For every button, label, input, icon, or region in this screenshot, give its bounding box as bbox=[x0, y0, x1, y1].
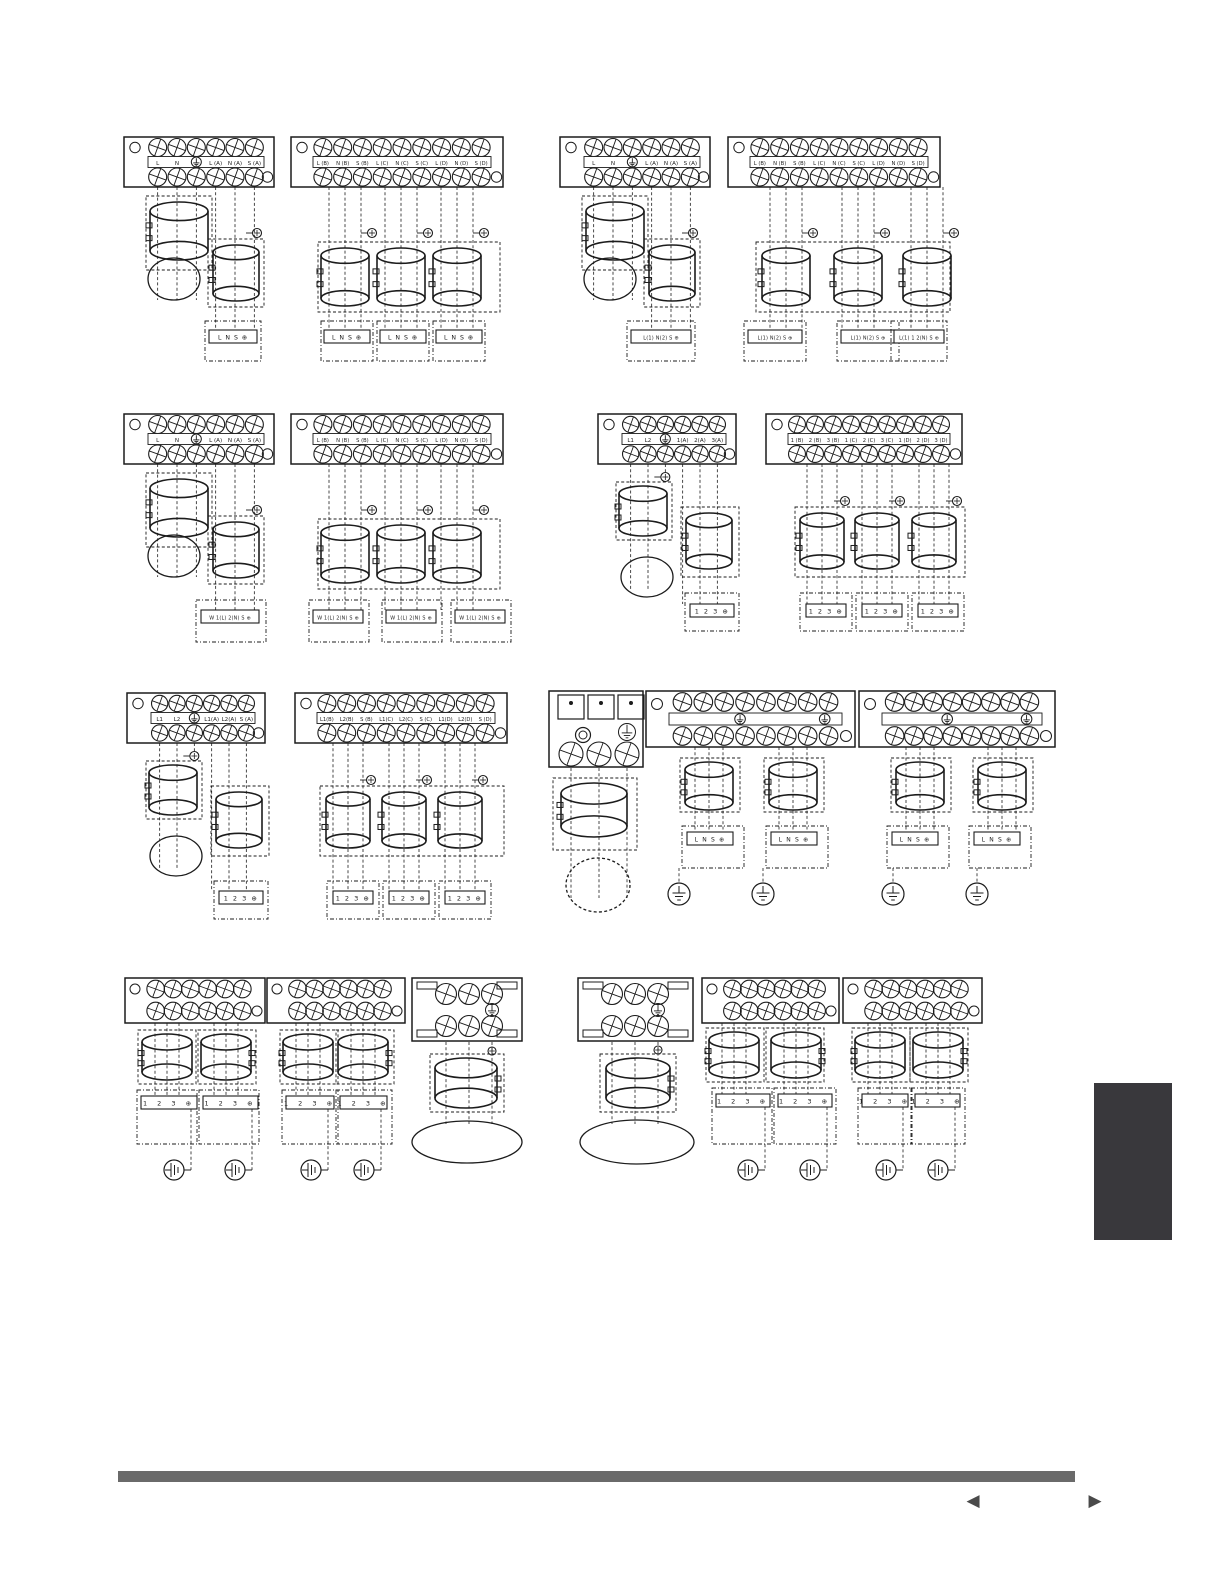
power-supply-ellipse bbox=[148, 535, 200, 577]
terminal-tag-label: L N S ⊕ bbox=[331, 334, 363, 342]
terminal-tag-label: W 1(L) 2(N) S ⊕ bbox=[209, 615, 251, 622]
terminal-tag bbox=[716, 1094, 770, 1107]
terminal-label: L (A) bbox=[209, 437, 223, 444]
terminal-block bbox=[127, 693, 265, 743]
ground-screw-icon bbox=[473, 506, 489, 515]
ground-screw-icon bbox=[654, 473, 670, 482]
terminal-tag bbox=[386, 610, 436, 623]
terminal-label: L (A) bbox=[209, 160, 223, 167]
ferrite-core bbox=[645, 245, 695, 301]
terminal-label: 1(A) bbox=[676, 437, 689, 444]
power-supply-ellipse bbox=[412, 1121, 522, 1163]
terminal-label-strip bbox=[148, 157, 264, 168]
ground-screw-icon bbox=[360, 776, 376, 785]
terminal-label: 2 (C) bbox=[862, 437, 876, 444]
ferrite-core bbox=[705, 1032, 759, 1078]
terminal-block bbox=[291, 414, 503, 464]
terminal-label: L bbox=[156, 160, 160, 167]
terminal-tag bbox=[436, 330, 482, 343]
terminal-label: L1(D) bbox=[438, 716, 453, 723]
terminal-tag bbox=[141, 1096, 197, 1109]
terminal-label: S (D) bbox=[911, 160, 925, 167]
earth-ground-icon bbox=[225, 1160, 252, 1180]
terminal-label-strip bbox=[584, 157, 700, 168]
terminal-tag-label: L N S ⊕ bbox=[443, 334, 475, 342]
ferrite-core bbox=[682, 513, 732, 569]
terminal-label: 1 (B) bbox=[790, 437, 804, 444]
terminal-block bbox=[578, 978, 693, 1041]
terminal-label: 3 (B) bbox=[826, 437, 840, 444]
terminal-label: S (D) bbox=[474, 437, 488, 444]
terminal-label: L2(D) bbox=[458, 716, 473, 723]
terminal-label: 2(A) bbox=[694, 437, 706, 444]
terminal-label: 2 (B) bbox=[808, 437, 822, 444]
terminal-tag-label: 1 2 3 ⊕ bbox=[337, 1099, 390, 1108]
terminal-label: S (C) bbox=[852, 160, 866, 167]
ground-screw-icon bbox=[183, 752, 199, 761]
terminal-tag bbox=[862, 604, 902, 617]
terminal-tag bbox=[380, 330, 426, 343]
diagram-row3-right bbox=[549, 691, 1055, 912]
diagram-row2-left bbox=[124, 414, 511, 642]
ground-screw-icon bbox=[246, 229, 262, 238]
terminal-label: L1(C) bbox=[379, 716, 394, 723]
terminal-block bbox=[646, 691, 855, 747]
terminal-tag-label: 1 2 3 ⊕ bbox=[858, 1097, 912, 1106]
ground-screw-icon bbox=[682, 229, 698, 238]
terminal-tag-label: L N S ⊕ bbox=[387, 334, 419, 342]
terminal-tag-label: 1 2 3 ⊕ bbox=[911, 1097, 964, 1106]
terminal-label-strip bbox=[151, 713, 255, 724]
terminal-label-strip bbox=[622, 434, 726, 445]
terminal-label: N (D) bbox=[891, 160, 906, 167]
terminal-tag bbox=[974, 832, 1020, 845]
ferrite-core bbox=[913, 1032, 967, 1078]
terminal-label: L (B) bbox=[316, 437, 329, 444]
terminal-tag bbox=[203, 1096, 258, 1109]
terminal-label: L (D) bbox=[435, 437, 448, 444]
terminal-tag-label: 1 2 3 ⊕ bbox=[716, 1097, 770, 1106]
earth-ground-icon bbox=[928, 1160, 955, 1180]
power-supply-ellipse bbox=[566, 858, 630, 912]
terminal-label: L (B) bbox=[753, 160, 766, 167]
terminal-label: L2 bbox=[173, 716, 181, 723]
terminal-tag-label: 1 2 3 ⊕ bbox=[920, 607, 956, 616]
earth-ground-icon bbox=[164, 1160, 191, 1180]
ferrite-core bbox=[851, 1032, 905, 1078]
terminal-label-strip bbox=[313, 157, 491, 168]
terminal-label: 3 (C) bbox=[880, 437, 894, 444]
power-supply-ellipse bbox=[621, 557, 673, 597]
ground-screw-icon bbox=[943, 229, 959, 238]
terminal-label: L (C) bbox=[376, 437, 389, 444]
ground-screw-icon bbox=[417, 229, 433, 238]
ferrite-core bbox=[209, 522, 259, 578]
terminal-label: N bbox=[174, 437, 180, 444]
terminal-tag bbox=[918, 604, 958, 617]
ground-screw-icon bbox=[472, 776, 488, 785]
terminal-label: L (A) bbox=[645, 160, 659, 167]
terminal-label: N (B) bbox=[773, 160, 787, 167]
ground-screw-icon bbox=[802, 229, 818, 238]
next-page-button[interactable] bbox=[1080, 1488, 1110, 1514]
terminal-label: S (B) bbox=[356, 160, 369, 167]
terminal-label: S (C) bbox=[415, 437, 429, 444]
terminal-label: N (B) bbox=[336, 437, 350, 444]
terminal-tag bbox=[771, 832, 817, 845]
terminal-label: L1 bbox=[627, 437, 635, 444]
terminal-label: L (B) bbox=[316, 160, 329, 167]
terminal-label: S (B) bbox=[793, 160, 806, 167]
ferrite-core bbox=[138, 1034, 192, 1080]
terminal-label: N (B) bbox=[336, 160, 350, 167]
terminal-label-strip bbox=[148, 434, 264, 445]
ground-screw-icon bbox=[473, 229, 489, 238]
ground-screw-icon bbox=[416, 776, 432, 785]
terminal-label: L1(A) bbox=[204, 716, 220, 723]
terminal-tag-label: L N S ⊕ bbox=[899, 836, 931, 844]
terminal-tag bbox=[841, 330, 895, 343]
terminal-tag-label: 1 2 3 ⊕ bbox=[204, 1099, 257, 1108]
earth-ground-icon bbox=[876, 1160, 903, 1180]
diagram-row1-right bbox=[560, 137, 959, 361]
terminal-tag-label: L N S ⊕ bbox=[778, 836, 810, 844]
terminal-tag bbox=[894, 330, 944, 343]
ferrite-core bbox=[681, 762, 733, 810]
terminal-tag bbox=[313, 610, 363, 623]
terminal-label: S (C) bbox=[415, 160, 429, 167]
terminal-tag-label: L(1) N(2) S ⊕ bbox=[757, 335, 793, 342]
terminal-label: N (C) bbox=[395, 437, 409, 444]
terminal-block bbox=[291, 137, 503, 187]
power-supply-ellipse bbox=[150, 836, 202, 876]
terminal-tag bbox=[389, 891, 429, 904]
ground-screw-icon bbox=[361, 229, 377, 238]
terminal-label: S (D) bbox=[474, 160, 488, 167]
terminal-tag bbox=[455, 610, 505, 623]
diagram-row2-right bbox=[598, 414, 965, 631]
ferrite-core bbox=[557, 783, 627, 837]
ground-screw-icon bbox=[889, 497, 905, 506]
terminal-tag-label: 1 2 3 ⊕ bbox=[778, 1097, 832, 1106]
terminal-tag-label: 1 2 3 ⊕ bbox=[283, 1099, 337, 1108]
terminal-tag-label: 1 2 3 ⊕ bbox=[864, 607, 900, 616]
terminal-tag bbox=[333, 891, 373, 904]
diagram-row4-right bbox=[578, 978, 982, 1180]
terminal-label: N (C) bbox=[395, 160, 409, 167]
earth-ground-icon bbox=[882, 883, 904, 905]
terminal-tag-label: 1 2 3 ⊕ bbox=[447, 894, 483, 903]
terminal-tag bbox=[284, 1096, 336, 1109]
footer-divider-bar bbox=[118, 1471, 1075, 1482]
terminal-label: N (D) bbox=[454, 437, 469, 444]
power-supply-ellipse bbox=[580, 1120, 694, 1164]
diagram-row3-left bbox=[127, 693, 507, 919]
earth-ground-icon bbox=[668, 883, 690, 905]
earth-ground-icon bbox=[966, 883, 988, 905]
ferrite-core bbox=[338, 1034, 392, 1080]
ferrite-core bbox=[615, 486, 667, 536]
terminal-tag bbox=[911, 1094, 963, 1107]
terminal-tag-label: L(1) N(2) S ⊕ bbox=[643, 335, 679, 342]
terminal-label: L (C) bbox=[813, 160, 826, 167]
ferrite-core bbox=[892, 762, 944, 810]
terminal-tag-label: 1 2 3 ⊕ bbox=[808, 607, 844, 616]
terminal-block bbox=[125, 978, 265, 1023]
terminal-tag bbox=[778, 1094, 832, 1107]
terminal-label: S (A) bbox=[247, 160, 262, 167]
terminal-label: N bbox=[174, 160, 180, 167]
chapter-side-tab bbox=[1094, 1083, 1172, 1240]
ferrite-core bbox=[606, 1058, 674, 1108]
terminal-label: 2 (D) bbox=[916, 437, 930, 444]
terminal-tag-label: 1 2 3 ⊕ bbox=[391, 894, 427, 903]
terminal-tag bbox=[219, 891, 263, 904]
terminal-tag-label: L N S ⊕ bbox=[217, 334, 249, 342]
terminal-label: 3 (D) bbox=[934, 437, 948, 444]
terminal-label: L2 bbox=[644, 437, 652, 444]
diagram-row1-left bbox=[124, 137, 503, 361]
terminal-tag bbox=[892, 832, 938, 845]
ferrite-core bbox=[145, 765, 197, 815]
terminal-block bbox=[843, 978, 982, 1023]
terminal-tag-label: 1 2 3 ⊕ bbox=[223, 894, 259, 903]
terminal-tag bbox=[201, 610, 259, 623]
ferrite-core bbox=[765, 762, 817, 810]
terminal-block bbox=[124, 414, 274, 464]
terminal-block bbox=[560, 137, 710, 187]
diagram-row4-left bbox=[125, 978, 522, 1180]
terminal-tag bbox=[445, 891, 485, 904]
ferrite-core bbox=[974, 762, 1026, 810]
terminal-block bbox=[267, 978, 405, 1023]
terminal-label: L2(A) bbox=[221, 716, 237, 723]
terminal-label: N (A) bbox=[227, 160, 243, 167]
terminal-tag-label: L(1) 1 2(N) S ⊕ bbox=[899, 335, 939, 342]
terminal-block bbox=[598, 414, 736, 464]
terminal-block bbox=[295, 693, 507, 743]
terminal-block bbox=[549, 691, 644, 767]
terminal-block bbox=[766, 414, 962, 464]
terminal-label: S (A) bbox=[239, 716, 254, 723]
terminal-tag-label: 1 2 3 ⊕ bbox=[142, 1099, 196, 1108]
terminal-label: L (D) bbox=[872, 160, 885, 167]
earth-ground-icon bbox=[752, 883, 774, 905]
terminal-label: N (C) bbox=[832, 160, 846, 167]
terminal-label: L (D) bbox=[435, 160, 448, 167]
terminal-tag bbox=[631, 330, 691, 343]
ground-screw-icon bbox=[834, 497, 850, 506]
terminal-label: N (D) bbox=[454, 160, 469, 167]
terminal-block bbox=[412, 978, 522, 1041]
earth-ground-icon bbox=[738, 1160, 765, 1180]
ferrite-core bbox=[209, 245, 259, 301]
ferrite-core bbox=[435, 1058, 501, 1108]
terminal-label-strip bbox=[313, 434, 491, 445]
terminal-label: S (A) bbox=[683, 160, 698, 167]
terminal-tag bbox=[690, 604, 734, 617]
terminal-tag bbox=[748, 330, 802, 343]
terminal-label: N (A) bbox=[227, 437, 243, 444]
terminal-tag bbox=[859, 1094, 911, 1107]
ground-screw-icon bbox=[654, 1046, 662, 1054]
terminal-tag-label: 1 2 3 ⊕ bbox=[335, 894, 371, 903]
terminal-tag-label: L N S ⊕ bbox=[981, 836, 1013, 844]
terminal-block bbox=[702, 978, 839, 1023]
terminal-tag bbox=[337, 1096, 389, 1109]
terminal-label: L2(B) bbox=[339, 716, 354, 723]
terminal-label-strip bbox=[788, 434, 950, 445]
ferrite-core bbox=[279, 1034, 333, 1080]
terminal-label: N (A) bbox=[663, 160, 679, 167]
terminal-label-strip bbox=[750, 157, 928, 168]
terminal-block bbox=[124, 137, 274, 187]
terminal-label-strip bbox=[317, 713, 495, 724]
terminal-block bbox=[859, 691, 1055, 747]
next-arrow-icon: ▶ bbox=[1088, 1491, 1102, 1511]
terminal-tag-label: W 1(L) 2(N) S ⊕ bbox=[459, 615, 501, 622]
terminal-label: 3(A) bbox=[711, 437, 724, 444]
power-supply-ellipse bbox=[148, 258, 200, 300]
terminal-label: S (C) bbox=[419, 716, 433, 723]
terminal-block bbox=[728, 137, 940, 187]
ground-screw-icon bbox=[946, 497, 962, 506]
ground-screw-icon bbox=[361, 506, 377, 515]
terminal-tag bbox=[324, 330, 370, 343]
terminal-label: S (D) bbox=[478, 716, 492, 723]
terminal-tag-label: W 1(L) 2(N) S ⊕ bbox=[317, 615, 359, 622]
terminal-tag-label: W 1(L) 2(N) S ⊕ bbox=[390, 615, 432, 622]
terminal-label: L bbox=[592, 160, 596, 167]
terminal-tag-label: 1 2 3 ⊕ bbox=[694, 607, 730, 616]
terminal-tag-label: L(1) N(2) S ⊕ bbox=[850, 335, 886, 342]
terminal-label: L bbox=[156, 437, 160, 444]
ferrite-core bbox=[201, 1034, 255, 1080]
terminal-label: L1 bbox=[156, 716, 164, 723]
terminal-label: S (B) bbox=[356, 437, 369, 444]
ferrite-core bbox=[771, 1032, 825, 1078]
power-supply-ellipse bbox=[584, 258, 636, 300]
earth-ground-icon bbox=[301, 1160, 328, 1180]
terminal-tag bbox=[209, 330, 257, 343]
ground-screw-icon bbox=[417, 506, 433, 515]
earth-ground-icon bbox=[354, 1160, 381, 1180]
terminal-label: 1 (C) bbox=[844, 437, 858, 444]
terminal-label: N bbox=[610, 160, 616, 167]
prev-page-button[interactable] bbox=[958, 1488, 988, 1514]
terminal-tag-label: L N S ⊕ bbox=[694, 836, 726, 844]
ground-screw-icon bbox=[246, 506, 262, 515]
earth-ground-icon bbox=[800, 1160, 827, 1180]
ground-screw-icon bbox=[874, 229, 890, 238]
terminal-tag bbox=[687, 832, 733, 845]
terminal-label: L1(B) bbox=[319, 716, 334, 723]
prev-arrow-icon: ◀ bbox=[966, 1491, 980, 1511]
terminal-tag bbox=[806, 604, 846, 617]
terminal-label: L (C) bbox=[376, 160, 389, 167]
ferrite-core bbox=[212, 792, 262, 848]
terminal-label: S (B) bbox=[360, 716, 373, 723]
terminal-label: L2(C) bbox=[399, 716, 413, 723]
terminal-label: S (A) bbox=[247, 437, 262, 444]
terminal-label: 1 (D) bbox=[898, 437, 912, 444]
